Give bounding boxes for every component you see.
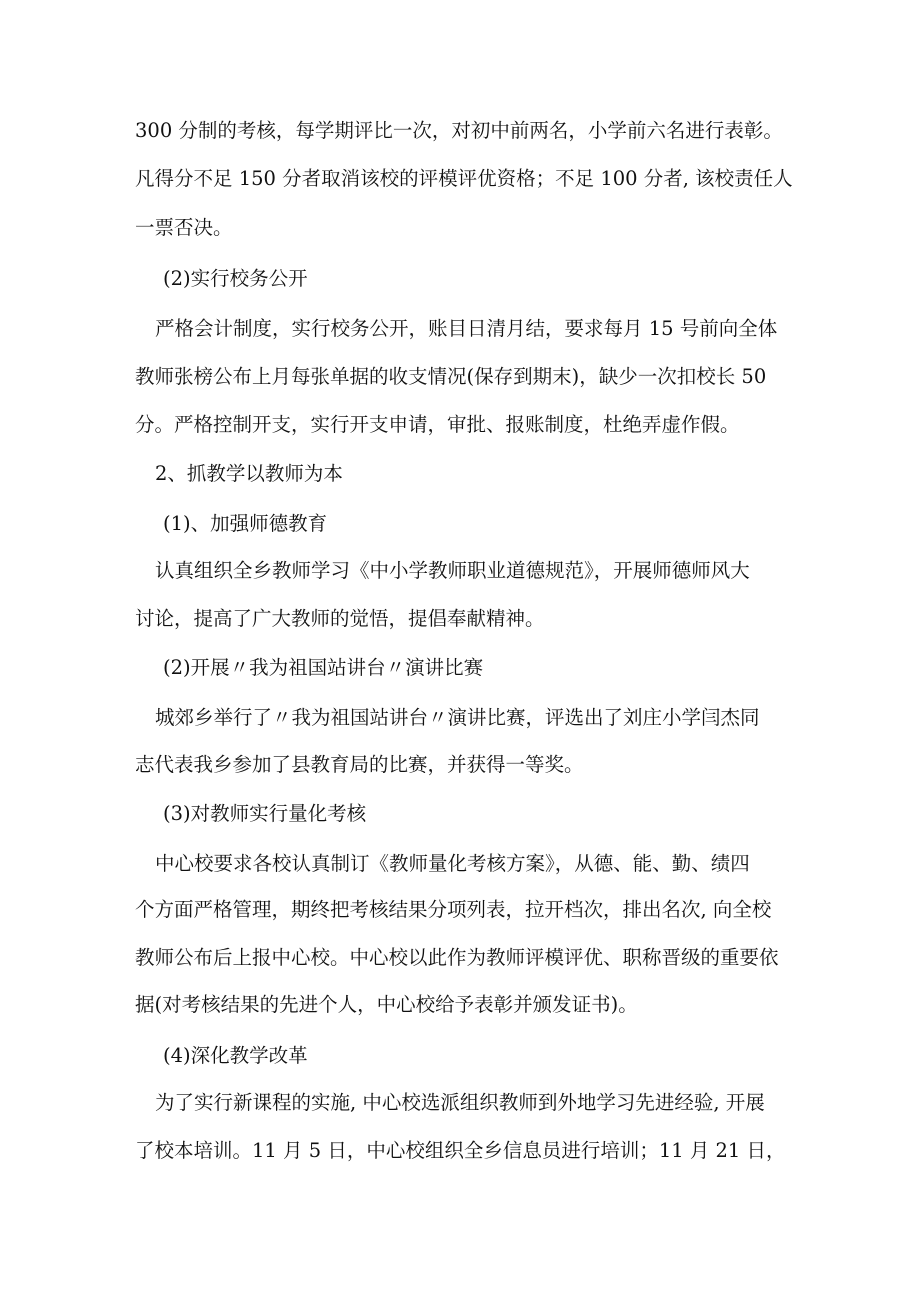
subheading: (4)深化教学改革	[163, 1044, 308, 1067]
paragraph-line: 个方面严格管理，期终把考核结果分项列表，拉开档次，排出名次, 向全校	[135, 898, 772, 921]
paragraph-line: 300 分制的考核，每学期评比一次，对初中前两名，小学前六名进行表彰。	[135, 119, 783, 142]
paragraph-line: 中心校要求各校认真制订《教师量化考核方案》，从德、能、勤、绩四	[155, 852, 750, 875]
paragraph-line: 据(对考核结果的先进个人，中心校给予表彰并颁发证书)。	[135, 993, 638, 1016]
subheading: (1)、加强师德教育	[163, 512, 328, 535]
paragraph-line: 分。严格控制开支，实行开支申请，审批、报账制度，杜绝弄虚作假。	[135, 413, 740, 436]
paragraph-line: 为了实行新课程的实施, 中心校选派组织教师到外地学习先进经验, 开展	[155, 1091, 765, 1114]
paragraph-line: 志代表我乡参加了县教育局的比赛，并获得一等奖。	[135, 753, 584, 776]
paragraph-line: 认真组织全乡教师学习《中小学教师职业道德规范》，开展师德师风大	[155, 559, 750, 582]
paragraph-line: 严格会计制度，实行校务公开，账目日清月结，要求每月 15 号前向全体	[155, 317, 778, 340]
paragraph-line: 凡得分不足 150 分者取消该校的评模评优资格；不足 100 分者, 该校责任人	[135, 167, 793, 190]
paragraph-line: 了校本培训。11 月 5 日，中心校组织全乡信息员进行培训；11 月 21 日，	[135, 1139, 786, 1162]
paragraph-line: 城郊乡举行了〃我为祖国站讲台〃演讲比赛，评选出了刘庄小学闫杰同	[155, 706, 760, 729]
subheading: (2)开展〃我为祖国站讲台〃演讲比赛	[163, 656, 484, 679]
paragraph-line: 教师公布后上报中心校。中心校以此作为教师评模评优、职称晋级的重要依	[135, 946, 779, 969]
paragraph-line: 讨论，提高了广大教师的觉悟，提倡奉献精神。	[135, 607, 545, 630]
paragraph-line: 一票否决。	[135, 216, 233, 239]
subheading: (3)对教师实行量化考核	[163, 802, 367, 825]
section-heading: 2、抓教学以教师为本	[155, 462, 343, 485]
paragraph-line: 教师张榜公布上月每张单据的收支情况(保存到期末)，缺少一次扣校长 50	[135, 365, 767, 388]
subheading: (2)实行校务公开	[163, 267, 308, 290]
